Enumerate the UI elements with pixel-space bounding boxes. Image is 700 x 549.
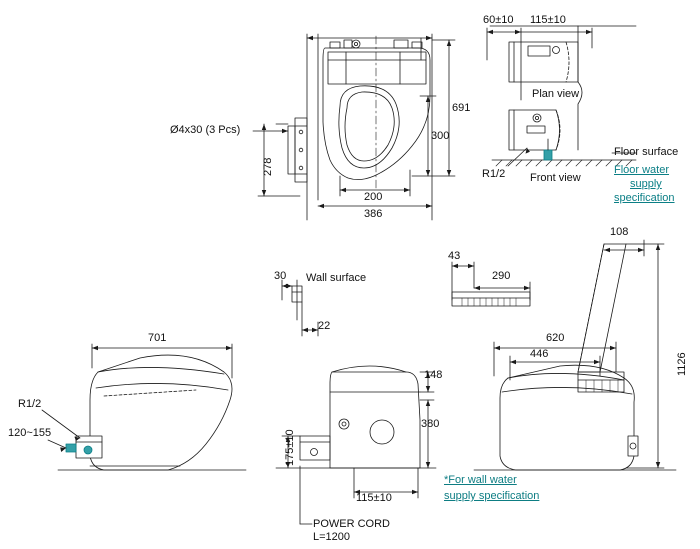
dim-446-label: 446	[530, 348, 549, 360]
plan-view-label: Plan view	[532, 88, 580, 100]
wall-surface-label: Wall surface	[306, 272, 367, 284]
dim-115-bottom-label: 115±10	[356, 492, 392, 504]
dim-108-label: 108	[610, 226, 629, 238]
power-cord-line1: POWER CORD	[313, 518, 390, 530]
dim-290-label: 290	[492, 270, 511, 282]
screw-note-label: Ø4x30 (3 Pcs)	[170, 124, 241, 136]
dim-60-label: 60±10	[483, 14, 514, 26]
r-half-label-left: R1/2	[18, 398, 42, 410]
dim-175-label: 175±10	[284, 429, 296, 466]
wall-note-line2: supply specification	[444, 490, 540, 502]
dim-22-label: 22	[318, 320, 331, 332]
dim-115-top-label: 115±10	[530, 14, 566, 26]
dim-701-label: 701	[148, 332, 167, 344]
power-cord-line2: L=1200	[313, 531, 351, 543]
wall-note-line1: *For wall water	[444, 474, 517, 486]
dim-300-label: 300	[431, 130, 450, 142]
dim-278-label: 278	[262, 157, 274, 176]
dim-43-label: 43	[448, 250, 461, 262]
dim-386-label: 386	[364, 208, 383, 220]
floor-note-line2: supply	[630, 178, 662, 190]
front-view-label: Front view	[530, 172, 581, 184]
dim-200-label: 200	[364, 191, 383, 203]
dim-620-label: 620	[546, 332, 565, 344]
r-half-label-top: R1/2	[482, 168, 506, 180]
dim-380-label: 380	[421, 418, 440, 430]
floor-surface-label: Floor surface	[614, 146, 679, 158]
floor-note-line3: specification	[614, 192, 675, 204]
dim-691-label: 691	[452, 102, 471, 114]
floor-note-line1: Floor water	[614, 164, 670, 176]
dim-120-155-label: 120~155	[8, 427, 52, 439]
dim-148-label: 148	[424, 369, 443, 381]
dim-30-label: 30	[274, 270, 287, 282]
dim-1126-label: 1126	[676, 352, 688, 376]
